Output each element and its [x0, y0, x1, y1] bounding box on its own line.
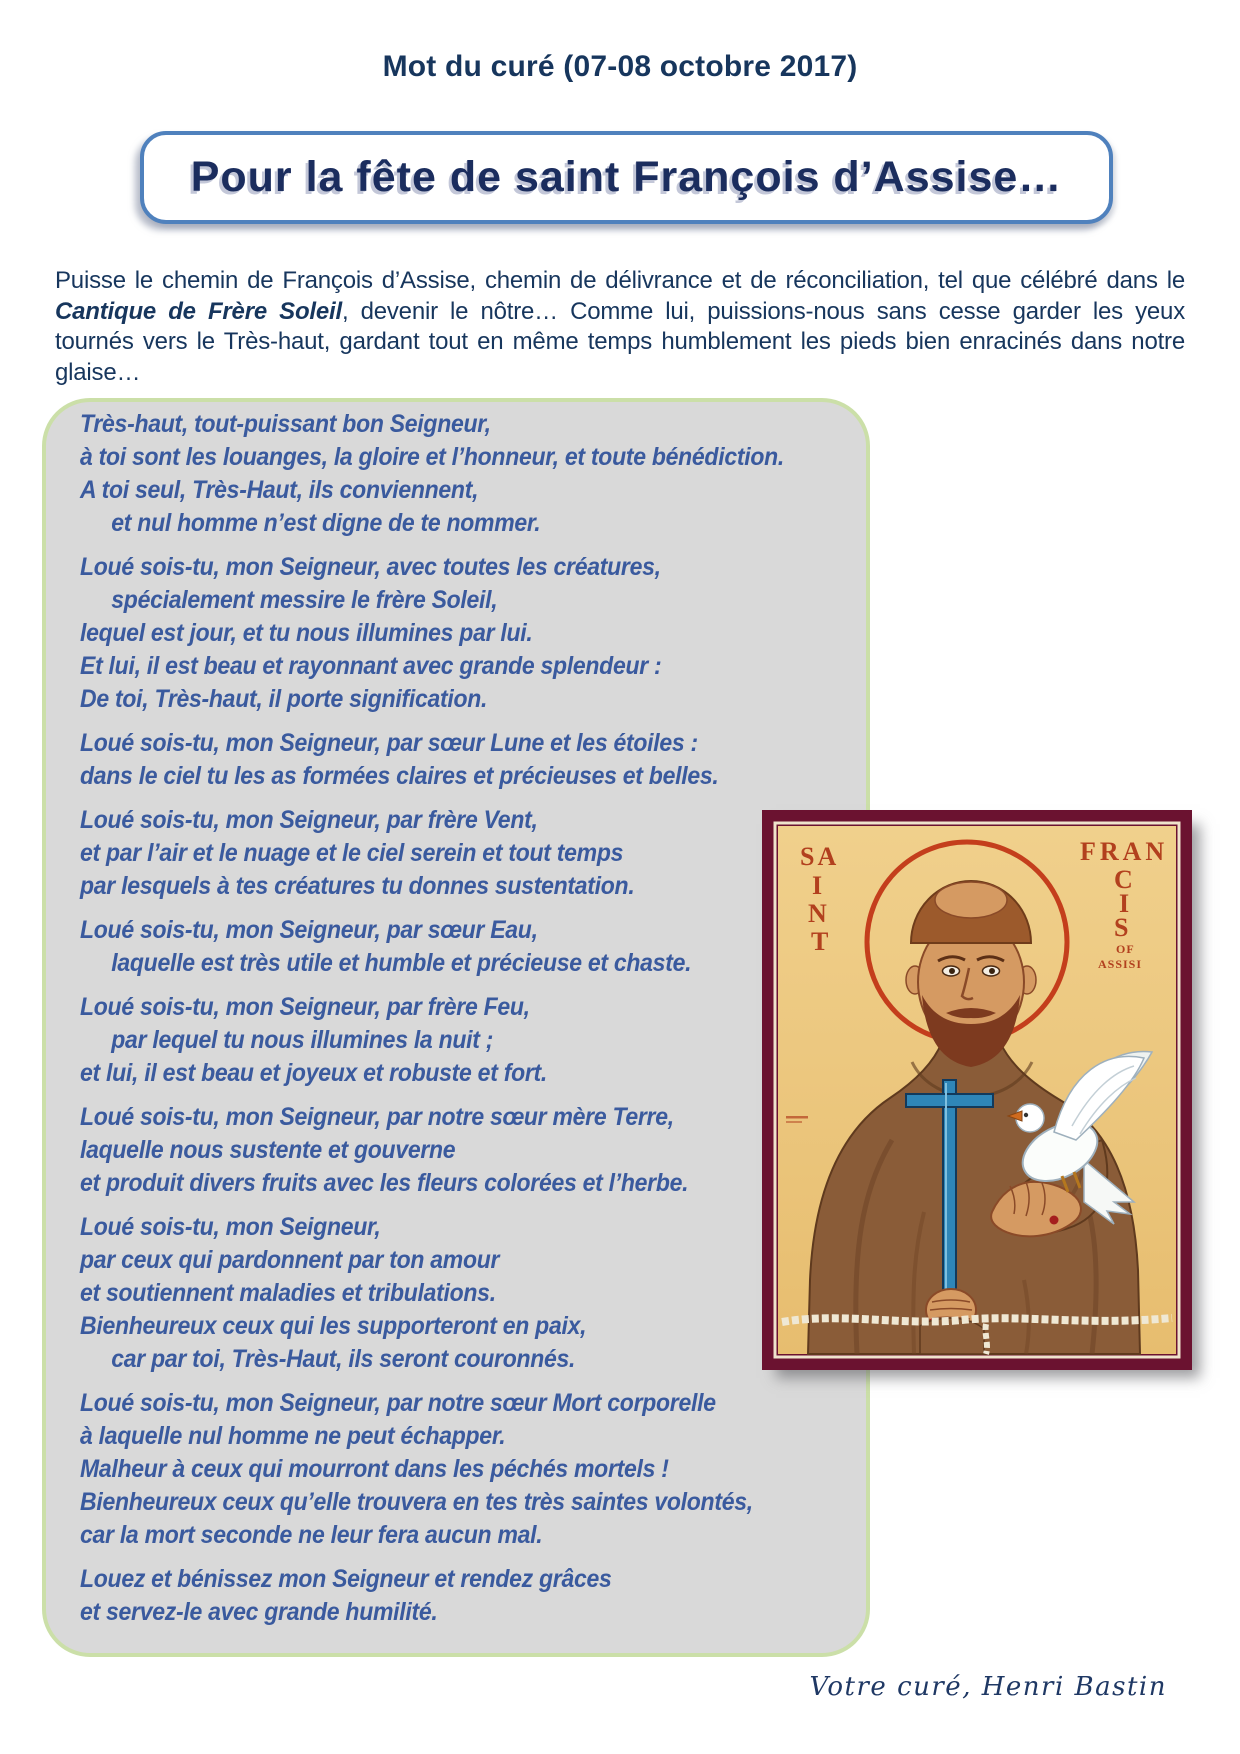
- poem-line: Loué sois-tu, mon Seigneur, par sœur Lune et les étoiles :: [80, 729, 698, 757]
- poem-line: Loué sois-tu, mon Seigneur, avec toutes les créatures,: [80, 553, 661, 581]
- banner-title: Pour la fête de saint François d’Assise…: [190, 153, 1063, 201]
- svg-text:I: I: [812, 871, 823, 900]
- stanza: [80, 1101, 779, 1200]
- svg-text:OF: OF: [1116, 942, 1135, 956]
- tonsure: [935, 882, 1007, 918]
- poem-line: Et lui, il est beau et rayonnant avec grande splendeur :: [80, 652, 662, 680]
- poem-line: et soutiennent maladies et tribulations.: [80, 1279, 496, 1307]
- stanza: [80, 1563, 779, 1629]
- poem-line: à toi sont les louanges, la gloire et l’honneur, et toute bénédiction.: [80, 443, 785, 471]
- svg-text:N: N: [808, 899, 827, 928]
- poem-line: Bienheureux ceux qui les supporteront en paix,: [80, 1312, 587, 1340]
- signature: Votre curé, Henri Bastin: [809, 1672, 1167, 1702]
- poem-line: Bienheureux ceux qu’elle trouvera en tes très saintes volontés,: [80, 1488, 753, 1516]
- poem-line: laquelle est très utile et humble et précieuse et chaste.: [111, 949, 692, 977]
- poem-line: Loué sois-tu, mon Seigneur, par frère Vent,: [80, 806, 538, 834]
- page-title: Mot du curé (07-08 octobre 2017): [382, 50, 858, 83]
- intro-work-title: Cantique de Frère Soleil: [55, 297, 342, 325]
- svg-text:T: T: [811, 927, 829, 956]
- poem-line: A toi seul, Très-Haut, ils conviennent,: [80, 476, 479, 504]
- stanza: [80, 914, 779, 980]
- poem-line: car par toi, Très-Haut, ils seront couronnés.: [111, 1345, 576, 1373]
- poem-line: et nul homme n’est digne de te nommer.: [111, 509, 541, 537]
- saint-francis-icon: [762, 810, 1192, 1370]
- caption-saint: SA: [800, 842, 840, 871]
- svg-text:C: C: [1114, 865, 1133, 894]
- intro-lead: Puisse le chemin de François d’Assise, chemin de délivrance et de réconciliation, tel que célébré dans le: [55, 267, 1185, 294]
- poem-line: car la mort seconde ne leur fera aucun mal.: [80, 1521, 543, 1549]
- poem-line: Très-haut, tout-puissant bon Seigneur,: [80, 410, 491, 438]
- poem-line: lequel est jour, et tu nous illumines par lui.: [80, 619, 533, 647]
- stanza: [80, 1211, 779, 1376]
- stanza: [80, 1387, 779, 1552]
- saint-francis-image: [762, 810, 1192, 1370]
- stanza: [80, 804, 779, 903]
- stanza: [80, 727, 779, 793]
- poem-line: et lui, il est beau et joyeux et robuste et fort.: [80, 1059, 548, 1087]
- poem-line: De toi, Très-haut, il porte signification.: [80, 685, 488, 713]
- svg-text:ASSISI: ASSISI: [1098, 957, 1143, 971]
- stigmata-mark: [1050, 1216, 1059, 1225]
- stanza: [80, 991, 779, 1090]
- poem-line: Loué sois-tu, mon Seigneur, par notre sœur mère Terre,: [80, 1103, 674, 1131]
- stanza: [80, 551, 779, 716]
- poem-line: Malheur à ceux qui mourront dans les péchés mortels !: [80, 1455, 669, 1483]
- poem-line: Loué sois-tu, mon Seigneur,: [80, 1213, 381, 1241]
- poem-line: Loué sois-tu, mon Seigneur, par notre sœur Mort corporelle: [80, 1389, 716, 1417]
- poem-line: et par l’air et le nuage et le ciel serein et tout temps: [80, 839, 624, 867]
- poem-line: et servez-le avec grande humilité.: [80, 1598, 438, 1626]
- caption-francis: FRAN: [1080, 837, 1169, 866]
- svg-text:I: I: [1119, 889, 1130, 918]
- poem-line: par ceux qui pardonnent par ton amour: [80, 1246, 500, 1274]
- poem-line: Loué sois-tu, mon Seigneur, par frère Feu,: [80, 993, 530, 1021]
- poem-line: par lesquels à tes créatures tu donnes sustentation.: [80, 872, 635, 900]
- canticle-poem: [80, 408, 785, 1640]
- banner-box: [140, 131, 1113, 224]
- svg-text:S: S: [1114, 913, 1129, 942]
- intro-rest: , devenir le nôtre… Comme lui, puissions-nous sans cesse garder les yeux tournés vers le Très-haut, gardant tout en même temps humblement les pieds bien enracinés dans notre glaise…: [55, 297, 1186, 386]
- poem-line: spécialement messire le frère Soleil,: [111, 586, 498, 614]
- poem-line: Louez et bénissez mon Seigneur et rendez grâces: [80, 1565, 612, 1593]
- poem-line: et produit divers fruits avec les fleurs colorées et l’herbe.: [80, 1169, 689, 1197]
- intro-paragraph: [55, 266, 1185, 388]
- poem-line: à laquelle nul homme ne peut échapper.: [80, 1422, 506, 1450]
- poem-line: dans le ciel tu les as formées claires et précieuses et belles.: [80, 762, 719, 790]
- poem-line: Loué sois-tu, mon Seigneur, par sœur Eau,: [80, 916, 538, 944]
- stanza: [80, 408, 785, 540]
- poem-line: laquelle nous sustente et gouverne: [80, 1136, 456, 1164]
- poem-line: par lequel tu nous illumines la nuit ;: [111, 1026, 494, 1054]
